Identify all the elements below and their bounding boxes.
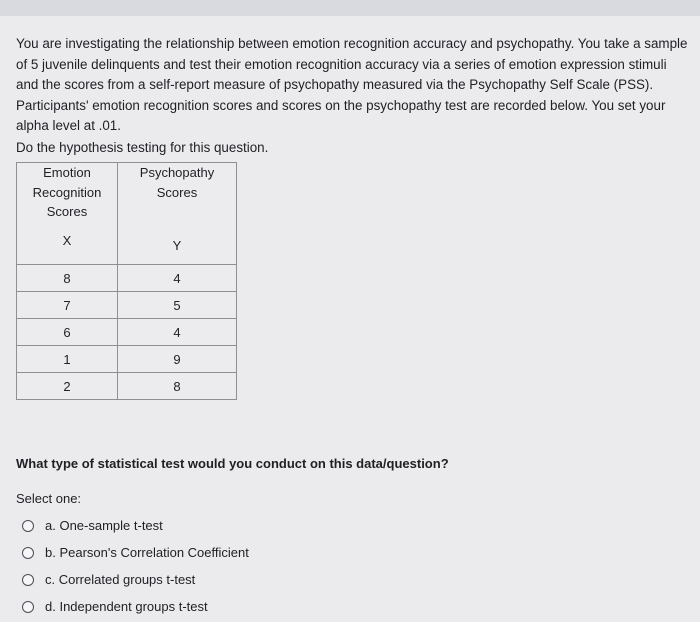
cell-x: 1	[17, 346, 118, 373]
cell-y: 8	[118, 373, 237, 400]
table-row	[17, 373, 237, 400]
header-line: Scores	[156, 184, 198, 200]
table-row	[17, 346, 237, 373]
option-a[interactable]	[22, 512, 249, 539]
option-c[interactable]	[22, 566, 249, 593]
top-strip	[0, 0, 700, 16]
sub-question: What type of statistical test would you conduct on this data/question?	[16, 456, 449, 471]
question-text: You are investigating the relationship between emotion recognition accuracy and psychopathy. You take a sample of 5 juvenile delinquents and test their emotion recognition accuracy via a series of emotion expression stimuli and the scores from a self-report measure of psychopathy measured via the Psychopathy Self Scale (PSS). Participants' emotion recognition scores and scores on the psychopathy test are recorded below. You set your alpha level at .01.	[16, 36, 688, 133]
option-d-label[interactable]: d. Independent groups t-test	[45, 599, 208, 614]
option-d[interactable]	[22, 593, 249, 620]
instruction-text: Do the hypothesis testing for this question.	[16, 140, 269, 155]
option-a-label[interactable]: a. One-sample t-test	[45, 518, 163, 533]
cell-x: 7	[17, 292, 118, 319]
table-header-row	[17, 163, 237, 265]
header-line: Recognition	[32, 184, 102, 200]
cell-y: 5	[118, 292, 237, 319]
header-line: Psychopathy	[139, 165, 215, 180]
option-c-label[interactable]: c. Correlated groups t-test	[45, 572, 196, 587]
cell-y: 4	[118, 319, 237, 346]
question-panel	[0, 16, 700, 622]
radio-option-d[interactable]	[22, 601, 34, 613]
header-symbol-x: X	[62, 232, 72, 248]
cell-y: 4	[118, 265, 237, 292]
cell-y: 9	[118, 346, 237, 373]
header-line: Scores	[46, 204, 88, 219]
header-line: Emotion	[43, 165, 91, 180]
header-symbol-y: Y	[172, 238, 182, 253]
cell-x: 2	[17, 373, 118, 400]
radio-option-a[interactable]	[22, 520, 34, 532]
radio-option-c[interactable]	[22, 574, 34, 586]
option-b-label[interactable]: b. Pearson's Correlation Coefficient	[45, 545, 249, 560]
cell-x: 6	[17, 319, 118, 346]
table-row	[17, 319, 237, 346]
option-b[interactable]	[22, 539, 249, 566]
table-row	[17, 292, 237, 319]
radio-option-b[interactable]	[22, 547, 34, 559]
answer-options	[22, 512, 249, 620]
select-one-label: Select one:	[16, 491, 82, 506]
cell-x: 8	[17, 265, 118, 292]
header-psychopathy	[118, 163, 237, 265]
table-row	[17, 265, 237, 292]
data-table	[16, 162, 237, 400]
header-emotion-recognition	[17, 163, 118, 265]
